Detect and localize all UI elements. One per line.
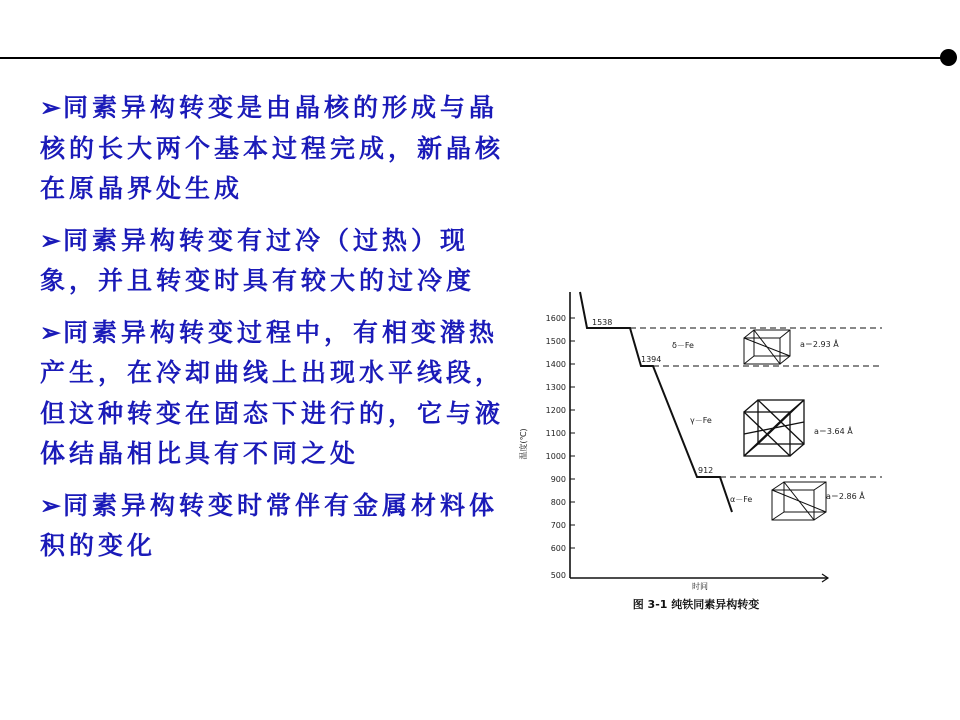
point-label: 1538 <box>592 318 613 327</box>
point-label: 912 <box>698 466 714 475</box>
lattice-constant-delta: a＝2.93 Å <box>800 340 839 349</box>
lattice-constant-alpha: a＝2.86 Å <box>826 492 865 501</box>
phase-label-alpha: α－Fe <box>730 495 753 504</box>
cooling-curve-diagram <box>510 284 890 624</box>
y-tick-label: 1100 <box>545 429 566 438</box>
bullet-item <box>40 313 510 475</box>
y-tick-label: 500 <box>550 571 566 580</box>
y-tick-label: 800 <box>550 498 566 507</box>
y-tick-label: 700 <box>550 521 566 530</box>
y-tick-label: 600 <box>550 544 566 553</box>
arrow-bullet-icon: ➢ <box>40 490 61 520</box>
y-tick-label: 1300 <box>545 383 566 392</box>
y-tick-label: 1200 <box>545 406 566 415</box>
bullet-text: 同素异构转变是由晶核的形成与晶核的长大两个基本过程完成，新晶核在原晶界处生成 <box>40 93 505 203</box>
bullet-item <box>40 88 510 210</box>
y-tick-label: 1400 <box>545 360 566 369</box>
bullet-item <box>40 486 510 567</box>
bullet-text: 同素异构转变有过冷（过热）现象，并且转变时具有较大的过冷度 <box>40 225 476 295</box>
title-rule <box>0 57 946 59</box>
bullet-list <box>40 88 510 578</box>
y-tick-label: 1500 <box>545 337 566 346</box>
lattice-constant-gamma: a＝3.64 Å <box>814 427 853 436</box>
iron-transformation-figure <box>510 284 890 624</box>
fcc-cell-gamma-icon <box>744 400 804 456</box>
arrow-bullet-icon: ➢ <box>40 93 61 122</box>
bullet-text: 同素异构转变过程中，有相变潜热产生，在冷却曲线上出现水平线段，但这种转变在固态下进行的，它与液体结晶相比具有不同之处 <box>40 317 505 468</box>
bcc-cell-delta-icon <box>744 330 790 364</box>
y-tick-label: 1000 <box>545 452 566 461</box>
phase-label-delta: δ－Fe <box>672 341 694 350</box>
phase-label-gamma: γ－Fe <box>690 416 712 425</box>
y-tick-label: 900 <box>550 475 566 484</box>
arrow-bullet-icon: ➢ <box>40 317 61 347</box>
bullet-text: 同素异构转变时常伴有金属材料体积的变化 <box>40 490 498 560</box>
figure-caption: 图 3-1 纯铁同素异构转变 <box>632 598 760 611</box>
point-label: 1394 <box>641 355 662 364</box>
rule-end-dot <box>940 49 957 66</box>
y-tick-label: 1600 <box>545 314 566 323</box>
x-axis-label: 时间 <box>692 582 708 591</box>
bcc-cell-alpha-icon <box>772 482 826 520</box>
arrow-bullet-icon: ➢ <box>40 225 61 255</box>
y-axis-label: 温度(℃) <box>519 428 528 460</box>
bullet-item <box>40 221 510 302</box>
